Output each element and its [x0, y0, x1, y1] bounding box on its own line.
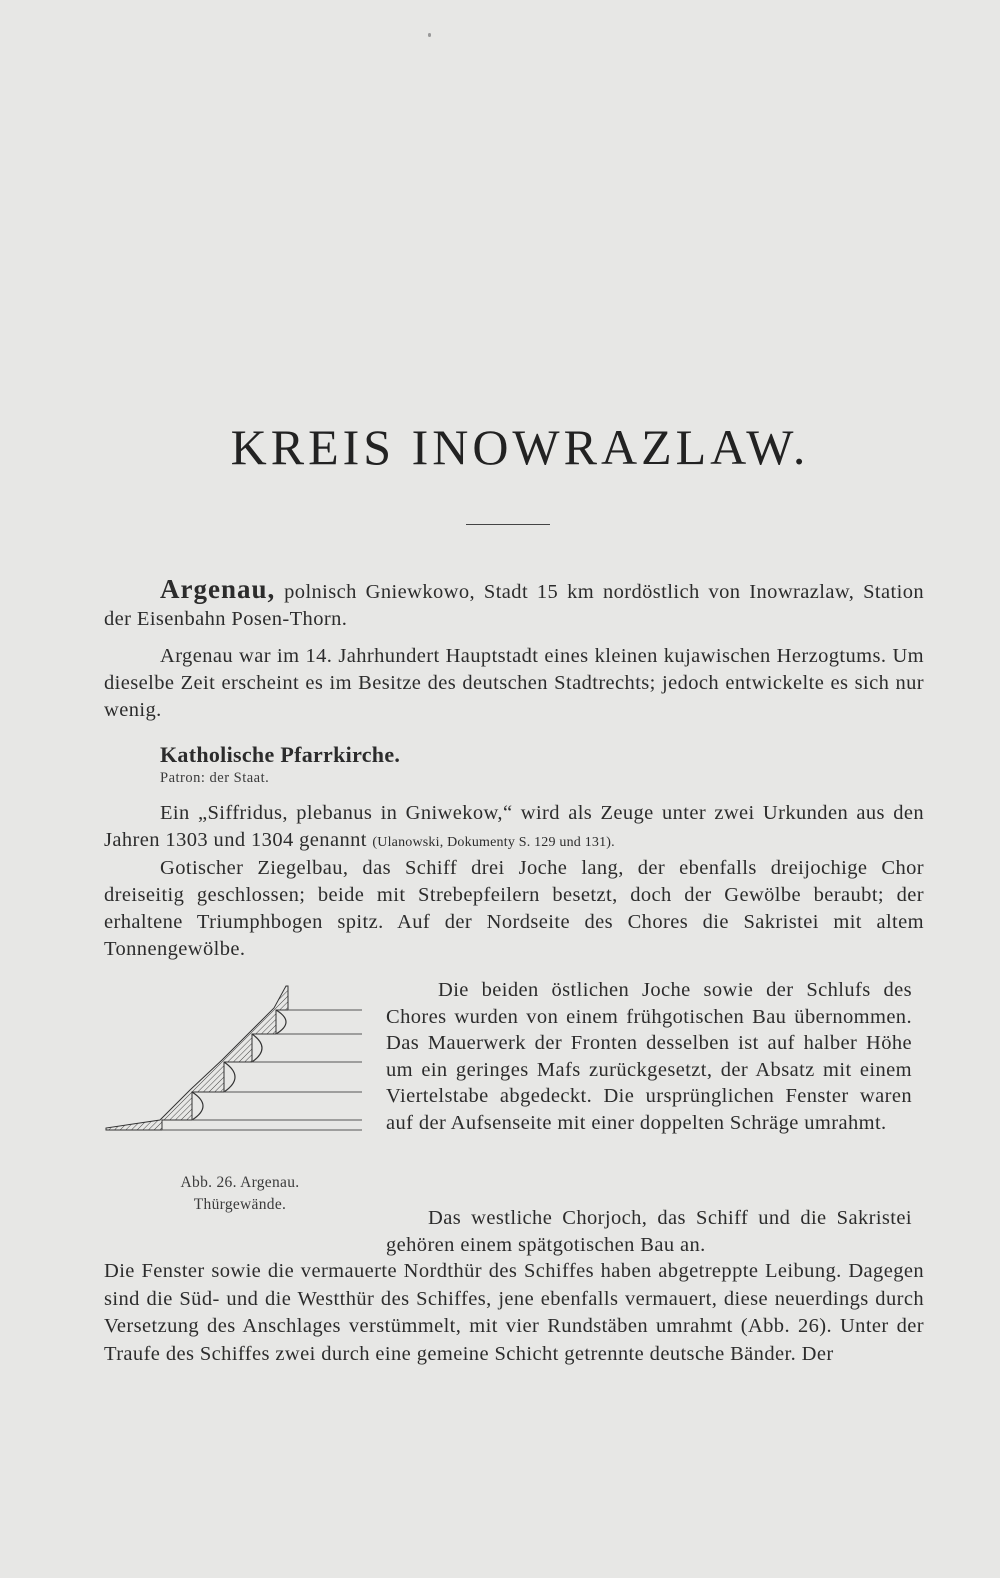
reference-citation: (Ulanowski, Dokumenty S. 129 und 131). — [372, 835, 615, 850]
history-paragraph: Argenau war im 14. Jahrhundert Hauptstadt eines kleinen kujawischen Herzogtums. Um dieselbe Zeit erscheint es im Besitze des deutschen Stadtrechts; jedoch entwickelte es sich nur wenig. — [104, 645, 924, 721]
figure-caption-title: Abb. 26. Argenau. — [180, 1174, 300, 1191]
intro-paragraph — [104, 576, 924, 633]
intro-text: polnisch Gniewkowo, Stadt 15 km nordöstlich von Inowrazlaw, Station der Eisenbahn Posen-Thorn. — [104, 581, 925, 630]
title-rule — [466, 524, 550, 525]
paragraph-early-gothic: Die beiden östlichen Joche sowie der Schlufs des Chores wurden von einem frühgotischen Bau übernommen. Das Mauerwerk der Fronten desselben ist auf halber Höhe um ein geringes Mafs zurückgesetzt, der Absatz mit einem Viertelstabe abgedeckt. Die ursprünglichen Fenster waren auf der Aufsenseite mit einer doppelten Schräge umrahmt. — [386, 979, 912, 1134]
section-heading: Katholische Pfarrkirche. — [160, 742, 401, 767]
paragraph-late-gothic-rest: Die Fenster sowie die vermauerte Nordthür des Schiffes haben abgetreppte Leibung. Dagegen sind die Süd- und die Westthür des Schiffes, jene ebenfalls vermauert, diese neuerdings durch Versetzung des Anschlages verstümmelt, mit vier Rundstäben umrahmt (Abb. 26). Unter der Traufe des Schiffes zwei durch eine gemeine Schicht getrennte deutsche Bänder. Der — [104, 1260, 924, 1365]
stepped-jamb-drawing — [106, 986, 288, 1130]
siffridus-text: Ein „Siffridus, plebanus in Gniwekow,“ wird als Zeuge unter zwei Urkunden aus den Jahren 1303 und 1304 genannt — [104, 802, 924, 851]
paragraph-siffridus — [104, 800, 924, 856]
place-name: Argenau, — [160, 574, 276, 604]
figure-caption-subtitle: Thürgewände. — [193, 1196, 287, 1213]
patron-line: Patron: der Staat. — [160, 770, 270, 786]
paragraph-description: Gotischer Ziegelbau, das Schiff drei Joche lang, der ebenfalls dreijochige Chor dreiseitig geschlossen; beide mit Strebepfeilern besetzt, doch der Gewölbe beraubt; der erhaltene Triumphbogen spitz. Auf der Nordseite des Chores die Sakristei mit altem Tonnengewölbe. — [104, 857, 924, 960]
door-jamb-figure — [100, 980, 370, 1170]
paragraph-late-gothic-start: Das westliche Chorjoch, das Schiff und die Sakristei gehören einem spätgotischen Bau an. — [386, 1207, 912, 1256]
paper-speck — [428, 33, 431, 37]
page-title: KREIS INOWRAZLAW. — [230, 419, 810, 475]
